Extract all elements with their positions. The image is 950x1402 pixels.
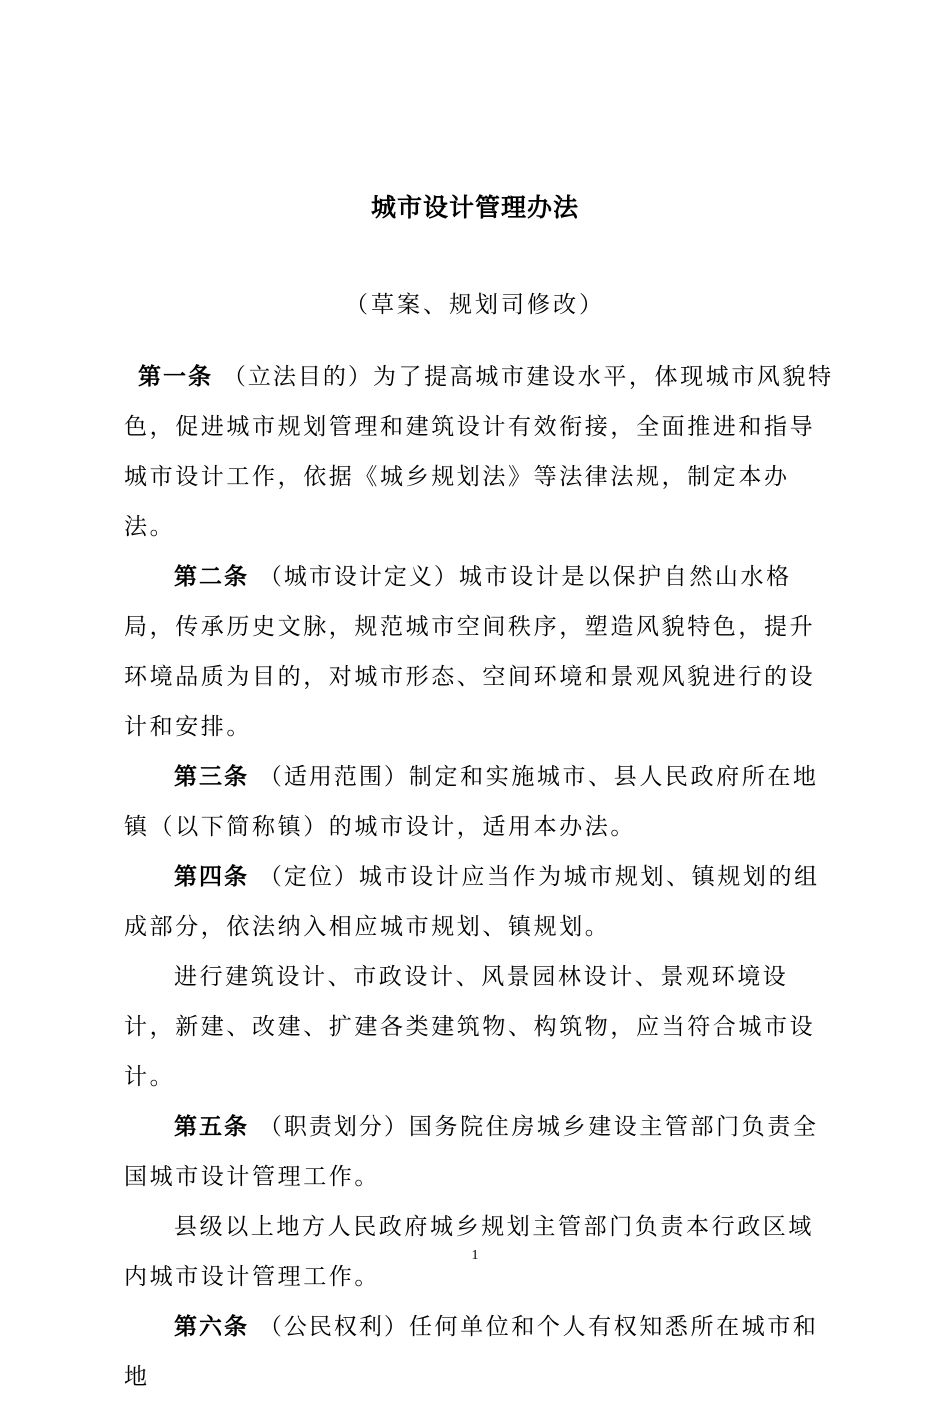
article-number: 第一条: [138, 364, 213, 390]
article-paragraph: [124, 352, 834, 552]
article-paragraph: [124, 752, 834, 852]
article-tag: （公民权利）: [258, 1314, 409, 1340]
article-number: 第六条: [174, 1314, 249, 1340]
article-text: 城市设计应当作为城市规划、镇规划的组成部分，依法纳入相应城市规划、镇规划。: [124, 864, 820, 940]
article-number: 第五条: [174, 1114, 249, 1140]
paragraph-text: 进行建筑设计、市政设计、风景园林设计、景观环境设计，新建、改建、扩建各类建筑物、构筑物，应当符合城市设计。: [124, 964, 816, 1090]
article-paragraph: [124, 1302, 834, 1402]
article-tag: （定位）: [258, 864, 359, 890]
article-tag: （适用范围）: [258, 764, 409, 790]
article-number: 第四条: [174, 864, 249, 890]
article-paragraph: [124, 852, 834, 952]
body-paragraph: [124, 952, 834, 1102]
article-paragraph: [124, 1102, 834, 1202]
article-text: 制定和实施城市、县人民政府所在地镇（以下简称镇）的城市设计，适用本办法。: [124, 764, 819, 840]
paragraph-text: 县级以上地方人民政府城乡规划主管部门负责本行政区域内城市设计管理工作。: [124, 1214, 814, 1290]
article-tag: （职责划分）: [258, 1114, 409, 1140]
article-number: 第二条: [174, 564, 249, 590]
article-number: 第三条: [174, 764, 249, 790]
article-tag: （城市设计定义）: [258, 564, 459, 590]
article-text: 任何单位和个人有权知悉所在城市和地: [124, 1314, 819, 1390]
document-subtitle: （草案、规划司修改）: [345, 292, 605, 318]
article-text: 为了提高城市建设水平，体现城市风貌特色，促进城市规划管理和建筑设计有效衔接，全面推进和指导城市设计工作，依据《城乡规划法》等法律法规，制定本办法。: [124, 364, 834, 540]
article-text: 国务院住房城乡建设主管部门负责全国城市设计管理工作。: [124, 1114, 819, 1190]
page-number: 1: [471, 1248, 479, 1263]
article-text: 城市设计是以保护自然山水格局，传承历史文脉，规范城市空间秩序，塑造风貌特色，提升环境品质为目的，对城市形态、空间环境和景观风貌进行的设计和安排。: [124, 564, 816, 740]
article-paragraph: [124, 552, 834, 752]
document-body: [124, 352, 834, 1402]
document-title: 城市设计管理办法: [370, 193, 579, 222]
article-tag: （立法目的）: [222, 364, 373, 390]
